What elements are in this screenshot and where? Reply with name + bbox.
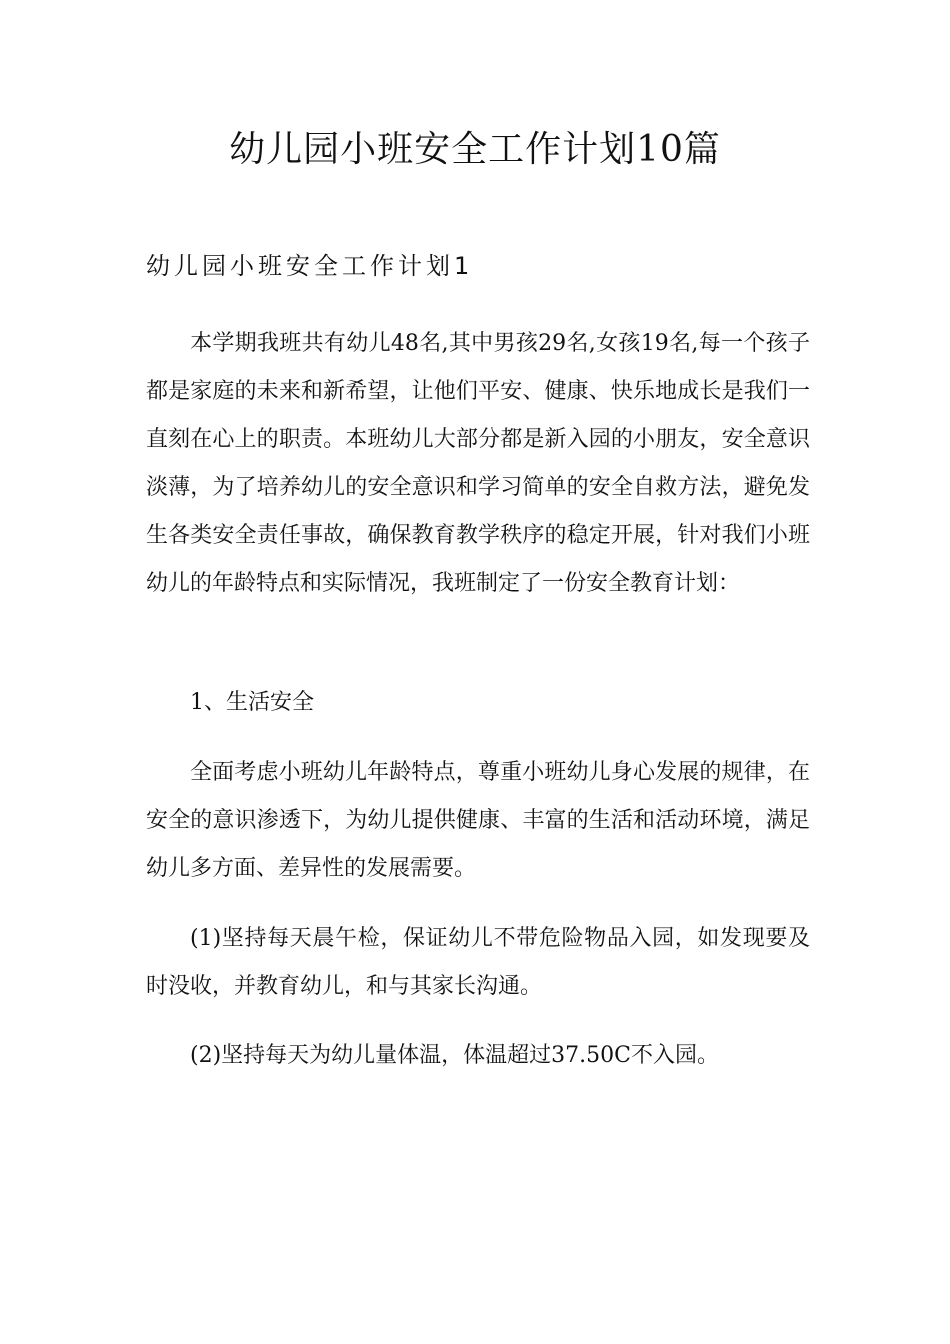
item-1-paragraph: (1)坚持每天晨午检，保证幼儿不带危险物品入园，如发现要及时没收，并教育幼儿，和与其家长沟通。 [146,926,810,999]
document-title: 幼儿园小班安全工作计划10篇 [229,129,721,170]
life-safety-paragraph: 全面考虑小班幼儿年龄特点，尊重小班幼儿身心发展的规律，在安全的意识渗透下，为幼儿提供健康、丰富的生活和活动环境，满足幼儿多方面、差异性的发展需要。 [146,760,810,881]
item-2-paragraph: (2)坚持每天为幼儿量体温，体温超过37.50C不入园。 [190,1043,719,1068]
intro-paragraph: 本学期我班共有幼儿48名,其中男孩29名,女孩19名,每一个孩子都是家庭的未来和新希望，让他们平安、健康、快乐地成长是我们一直刻在心上的职责。本班幼儿大部分都是新入园的小朋友，安全意识淡薄，为了培养幼儿的安全意识和学习简单的安全自救方法，避免发生各类安全责任事故，确保教育教学秩序的稳定开展，针对我们小班幼儿的年龄特点和实际情况，我班制定了一份安全教育计划： [146,331,810,596]
subheading-life-safety: 1、生活安全 [190,690,314,715]
section-heading: 幼儿园小班安全工作计划1 [146,252,474,280]
